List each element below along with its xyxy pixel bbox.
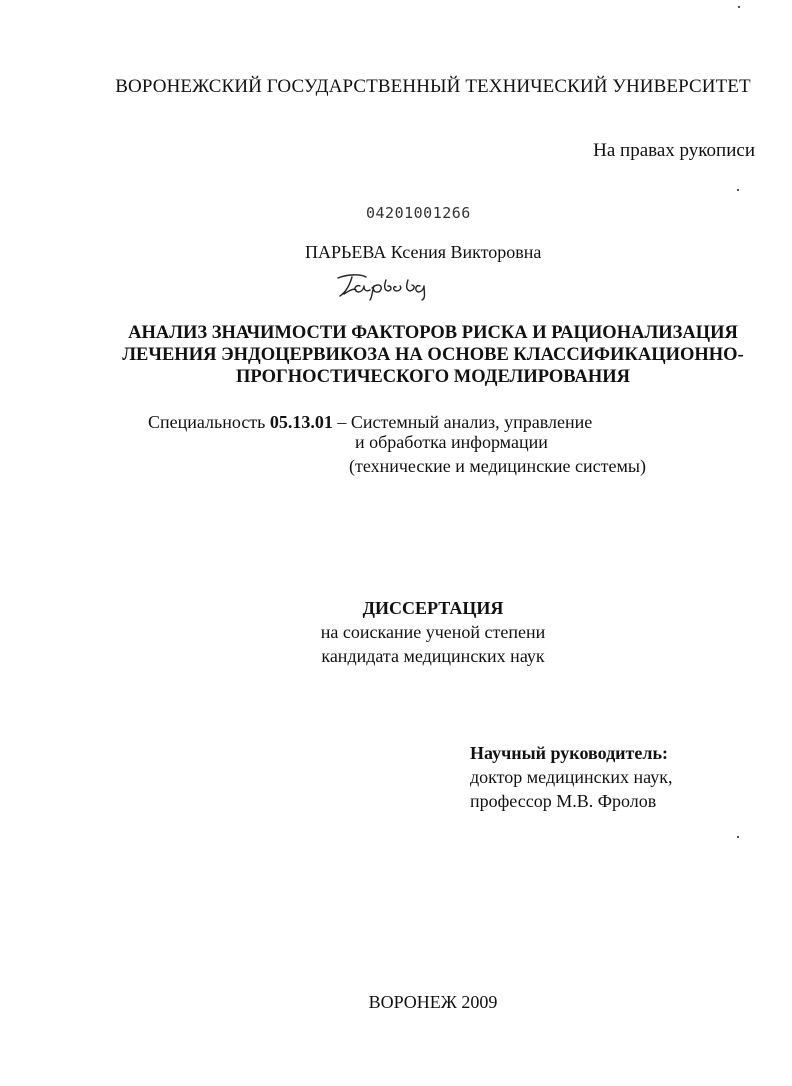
author-name bbox=[305, 242, 541, 263]
dissertation-title bbox=[0, 322, 792, 388]
author-given-names: Ксения Викторовна bbox=[390, 242, 542, 262]
handwritten-signature bbox=[330, 268, 460, 302]
title-line-1: АНАЛИЗ ЗНАЧИМОСТИ ФАКТОРОВ РИСКА И РАЦИОНАЛИЗАЦИЯ bbox=[128, 323, 738, 343]
dissertation-degree-line-2: кандидата медицинских наук bbox=[321, 646, 545, 666]
specialty-code: 05.13.01 bbox=[269, 412, 333, 432]
title-line-2: ЛЕЧЕНИЯ ЭНДОЦЕРВИКОЗА НА ОСНОВЕ КЛАССИФИКАЦИОННО- bbox=[122, 345, 744, 365]
scan-speck bbox=[738, 6, 740, 8]
dissertation-degree-line-1: на соискание ученой степени bbox=[320, 622, 546, 642]
supervisor-name: профессор М.В. Фролов bbox=[470, 791, 657, 811]
specialty-line bbox=[148, 410, 592, 434]
rights-note: На правах рукописи bbox=[593, 140, 755, 161]
dissertation-block bbox=[0, 596, 792, 668]
supervisor-degree: доктор медицинских наук, bbox=[470, 767, 673, 787]
supervisor-block bbox=[470, 741, 672, 813]
specialty-label: Специальность bbox=[148, 412, 266, 432]
author-surname: ПАРЬЕВА bbox=[305, 242, 387, 262]
university-name: ВОРОНЕЖСКИЙ ГОСУДАРСТВЕННЫЙ ТЕХНИЧЕСКИЙ УНИВЕРСИТЕТ bbox=[115, 76, 751, 97]
dissertation-heading: ДИССЕРТАЦИЯ bbox=[362, 598, 504, 618]
specialty-description-1: – Системный анализ, управление bbox=[337, 412, 593, 432]
specialty-description-2: и обработка информации bbox=[355, 432, 548, 452]
scan-speck bbox=[737, 836, 739, 838]
specialty-description-3: (технические и медицинские системы) bbox=[349, 456, 646, 476]
city-year: ВОРОНЕЖ 2009 bbox=[368, 992, 498, 1012]
inventory-number: 04201001266 bbox=[366, 204, 471, 222]
scan-speck bbox=[737, 189, 739, 191]
supervisor-heading: Научный руководитель: bbox=[470, 743, 668, 763]
title-line-3: ПРОГНОСТИЧЕСКОГО МОДЕЛИРОВАНИЯ bbox=[236, 367, 630, 387]
